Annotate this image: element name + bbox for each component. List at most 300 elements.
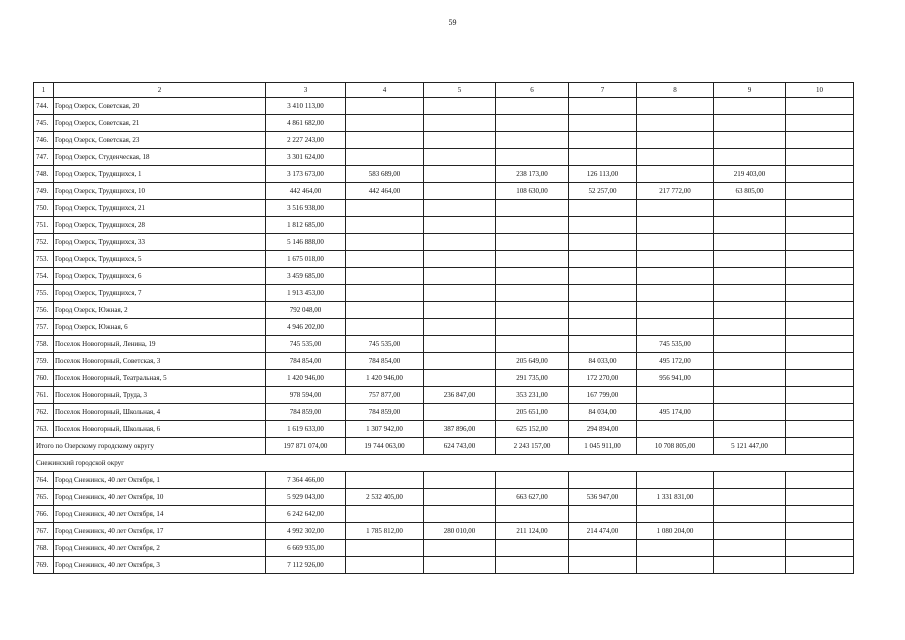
table-cell [424, 506, 496, 523]
table-cell [496, 200, 569, 217]
table-cell [569, 302, 637, 319]
table-cell [786, 98, 854, 115]
data-table [33, 82, 854, 574]
table-cell: Поселок Новогорный, Труда, 3 [54, 387, 266, 404]
table-row [34, 540, 854, 557]
table-cell [714, 217, 786, 234]
table-cell: 3 173 673,00 [266, 166, 346, 183]
table-cell [424, 302, 496, 319]
table-cell: 624 743,00 [424, 438, 496, 455]
table-cell [569, 234, 637, 251]
table-cell: 217 772,00 [637, 183, 714, 200]
table-row [34, 285, 854, 302]
table-cell: Город Озерск, Трудящихся, 28 [54, 217, 266, 234]
table-cell [346, 132, 424, 149]
table-cell [569, 319, 637, 336]
table-cell [714, 251, 786, 268]
section-title: Снежинский городской округ [34, 455, 854, 472]
table-cell: 759. [34, 353, 54, 370]
table-cell [786, 132, 854, 149]
table-cell: 3 301 624,00 [266, 149, 346, 166]
table-cell [786, 353, 854, 370]
table-cell [496, 149, 569, 166]
table-row [34, 234, 854, 251]
table-cell [786, 319, 854, 336]
table-cell [569, 336, 637, 353]
table-cell: 1 812 685,00 [266, 217, 346, 234]
table-cell [637, 302, 714, 319]
table-cell [496, 115, 569, 132]
table-row [34, 200, 854, 217]
table-cell: Город Озерск, Трудящихся, 33 [54, 234, 266, 251]
table-row [34, 506, 854, 523]
table-row [34, 387, 854, 404]
table-cell [346, 217, 424, 234]
table-cell: 747. [34, 149, 54, 166]
table-cell [346, 115, 424, 132]
table-cell [496, 472, 569, 489]
table-cell: 1 080 204,00 [637, 523, 714, 540]
table-cell [786, 506, 854, 523]
table-cell [714, 353, 786, 370]
table-cell: 4 992 302,00 [266, 523, 346, 540]
column-header: 5 [424, 83, 496, 98]
table-cell: 2 532 405,00 [346, 489, 424, 506]
table-cell [714, 234, 786, 251]
table-row [34, 217, 854, 234]
table-cell: 387 896,00 [424, 421, 496, 438]
table-cell [424, 540, 496, 557]
table-cell: 167 799,00 [569, 387, 637, 404]
table-cell [496, 234, 569, 251]
table-cell [569, 251, 637, 268]
table-cell [346, 251, 424, 268]
table-cell [424, 268, 496, 285]
table-cell [496, 98, 569, 115]
table-cell [424, 234, 496, 251]
table-cell [786, 438, 854, 455]
table-cell: 197 871 074,00 [266, 438, 346, 455]
table-cell [424, 489, 496, 506]
table-row [34, 404, 854, 421]
table-cell [424, 149, 496, 166]
table-cell [714, 421, 786, 438]
table-cell [786, 149, 854, 166]
table-cell: Город Озерск, Советская, 23 [54, 132, 266, 149]
table-cell: 6 242 642,00 [266, 506, 346, 523]
table-cell: 52 257,00 [569, 183, 637, 200]
table-cell: 769. [34, 557, 54, 574]
table-cell [346, 506, 424, 523]
table-cell [637, 387, 714, 404]
table-cell [714, 285, 786, 302]
table-cell: 752. [34, 234, 54, 251]
column-header: 8 [637, 83, 714, 98]
table-cell: Город Снежинск, 40 лет Октября, 17 [54, 523, 266, 540]
table-cell: 2 243 157,00 [496, 438, 569, 455]
table-cell [714, 489, 786, 506]
table-cell [714, 387, 786, 404]
table-cell [714, 472, 786, 489]
table-cell [569, 285, 637, 302]
table-cell [637, 557, 714, 574]
table-cell [714, 336, 786, 353]
table-cell: 236 847,00 [424, 387, 496, 404]
table-cell [424, 285, 496, 302]
table-cell [786, 336, 854, 353]
column-header: 3 [266, 83, 346, 98]
table-cell: 108 630,00 [496, 183, 569, 200]
table-cell [424, 217, 496, 234]
table-cell: 761. [34, 387, 54, 404]
column-header: 4 [346, 83, 424, 98]
table-cell: 1 331 831,00 [637, 489, 714, 506]
table-row [34, 489, 854, 506]
table-row [34, 98, 854, 115]
table-cell [786, 421, 854, 438]
table-row [34, 251, 854, 268]
table-cell: 745 535,00 [346, 336, 424, 353]
table-cell [637, 251, 714, 268]
table-cell [424, 98, 496, 115]
table-cell: 495 174,00 [637, 404, 714, 421]
table-cell: 767. [34, 523, 54, 540]
table-cell [786, 302, 854, 319]
table-row [34, 421, 854, 438]
table-cell [714, 149, 786, 166]
table-cell: Город Озерск, Трудящихся, 7 [54, 285, 266, 302]
table-cell [637, 421, 714, 438]
table-cell: 63 805,00 [714, 183, 786, 200]
table-cell: Поселок Новогорный, Театральная, 5 [54, 370, 266, 387]
table-cell: 1 420 946,00 [266, 370, 346, 387]
table-cell: Поселок Новогорный, Советская, 3 [54, 353, 266, 370]
table-cell: Город Снежинск, 40 лет Октября, 10 [54, 489, 266, 506]
table-cell [637, 149, 714, 166]
table-cell: 219 403,00 [714, 166, 786, 183]
table-cell [569, 132, 637, 149]
table-cell: 768. [34, 540, 54, 557]
table-cell: 760. [34, 370, 54, 387]
table-cell: 753. [34, 251, 54, 268]
table-cell: 756. [34, 302, 54, 319]
table-cell [786, 234, 854, 251]
table-row [34, 319, 854, 336]
table-cell: 1 785 812,00 [346, 523, 424, 540]
table-cell: 757. [34, 319, 54, 336]
table-cell: 757 877,00 [346, 387, 424, 404]
table-cell: Город Снежинск, 40 лет Октября, 1 [54, 472, 266, 489]
table-cell: 745 535,00 [266, 336, 346, 353]
total-row [34, 438, 854, 455]
table-cell: 5 146 888,00 [266, 234, 346, 251]
table-cell: 763. [34, 421, 54, 438]
table-cell [786, 557, 854, 574]
table-row [34, 183, 854, 200]
table-cell [786, 115, 854, 132]
table-cell [424, 370, 496, 387]
table-cell: 758. [34, 336, 54, 353]
table-cell [569, 200, 637, 217]
table-cell [496, 319, 569, 336]
table-cell: Город Озерск, Трудящихся, 6 [54, 268, 266, 285]
table-cell: 764. [34, 472, 54, 489]
table-cell: 750. [34, 200, 54, 217]
table-cell [714, 557, 786, 574]
table-cell [424, 404, 496, 421]
table-cell: 442 464,00 [266, 183, 346, 200]
table-cell [786, 489, 854, 506]
table-cell [714, 370, 786, 387]
table-cell [714, 268, 786, 285]
table-cell: 211 124,00 [496, 523, 569, 540]
table-cell [346, 200, 424, 217]
table-cell: 3 410 113,00 [266, 98, 346, 115]
table-cell: Город Озерск, Трудящихся, 10 [54, 183, 266, 200]
table-cell: 1 045 911,00 [569, 438, 637, 455]
table-cell [424, 183, 496, 200]
table-cell: 784 854,00 [346, 353, 424, 370]
table-cell: 754. [34, 268, 54, 285]
table-cell [569, 149, 637, 166]
table-header-row [34, 83, 854, 98]
table-cell [714, 132, 786, 149]
table-cell [346, 302, 424, 319]
table-row [34, 149, 854, 166]
table-cell: 748. [34, 166, 54, 183]
table-cell [786, 523, 854, 540]
table-cell: 583 689,00 [346, 166, 424, 183]
table-cell [569, 268, 637, 285]
table-cell [786, 387, 854, 404]
page-number: 59 [448, 18, 457, 27]
table-cell [496, 268, 569, 285]
table-cell: 205 649,00 [496, 353, 569, 370]
table-cell: 238 173,00 [496, 166, 569, 183]
table-cell [424, 336, 496, 353]
table-cell: Город Озерск, Трудящихся, 5 [54, 251, 266, 268]
table-cell: Город Озерск, Студенческая, 18 [54, 149, 266, 166]
table-cell: 744. [34, 98, 54, 115]
table-cell: 6 669 935,00 [266, 540, 346, 557]
table-cell: 766. [34, 506, 54, 523]
table-cell [637, 200, 714, 217]
table-row [34, 336, 854, 353]
table-cell: 19 744 063,00 [346, 438, 424, 455]
table-cell: Город Озерск, Советская, 21 [54, 115, 266, 132]
table-row [34, 370, 854, 387]
table-cell: 978 594,00 [266, 387, 346, 404]
table-cell [496, 506, 569, 523]
table-row [34, 166, 854, 183]
table-cell [346, 285, 424, 302]
table-cell [637, 166, 714, 183]
table-cell [424, 200, 496, 217]
column-header: 9 [714, 83, 786, 98]
table-cell [569, 472, 637, 489]
table-row [34, 268, 854, 285]
table-cell: 1 307 942,00 [346, 421, 424, 438]
table-cell [637, 217, 714, 234]
table-cell: 784 854,00 [266, 353, 346, 370]
table-cell: Поселок Новогорный, Школьная, 4 [54, 404, 266, 421]
table-cell: 205 651,00 [496, 404, 569, 421]
table-cell [786, 251, 854, 268]
table-cell [714, 540, 786, 557]
table-cell: 5 929 043,00 [266, 489, 346, 506]
table-cell [786, 285, 854, 302]
table-cell: 495 172,00 [637, 353, 714, 370]
table-cell: 214 474,00 [569, 523, 637, 540]
table-cell: Город Озерск, Южная, 2 [54, 302, 266, 319]
column-header: 2 [54, 83, 266, 98]
table-cell: 1 675 018,00 [266, 251, 346, 268]
table-cell [569, 506, 637, 523]
table-cell [569, 540, 637, 557]
table-cell: 84 034,00 [569, 404, 637, 421]
table-cell [637, 98, 714, 115]
table-cell: 3 459 685,00 [266, 268, 346, 285]
section-row [34, 455, 854, 472]
table-cell: Город Озерск, Южная, 6 [54, 319, 266, 336]
table-cell: 10 708 805,00 [637, 438, 714, 455]
table-cell: 1 420 946,00 [346, 370, 424, 387]
table-cell: 751. [34, 217, 54, 234]
table-cell: Город Снежинск, 40 лет Октября, 14 [54, 506, 266, 523]
table-cell [786, 370, 854, 387]
table-cell [786, 166, 854, 183]
table-cell [786, 200, 854, 217]
table-cell [714, 302, 786, 319]
table-cell: 2 227 243,00 [266, 132, 346, 149]
table-row [34, 523, 854, 540]
table-cell [714, 506, 786, 523]
table-cell [496, 302, 569, 319]
table-cell [714, 319, 786, 336]
table-cell [569, 557, 637, 574]
table-cell: 4 946 202,00 [266, 319, 346, 336]
table-cell: 353 231,00 [496, 387, 569, 404]
table-cell [637, 319, 714, 336]
table-cell [637, 472, 714, 489]
table-cell [637, 115, 714, 132]
table-cell [346, 98, 424, 115]
table-row [34, 132, 854, 149]
table-cell: 3 516 938,00 [266, 200, 346, 217]
table-cell: 792 048,00 [266, 302, 346, 319]
table-cell [569, 98, 637, 115]
table-cell [786, 540, 854, 557]
total-label: Итого по Озерскому городскому округу [34, 438, 266, 455]
table-cell [714, 523, 786, 540]
table-cell [637, 132, 714, 149]
table-cell [637, 285, 714, 302]
table-cell: Город Снежинск, 40 лет Октября, 3 [54, 557, 266, 574]
table-cell: 126 113,00 [569, 166, 637, 183]
table-row [34, 557, 854, 574]
table-cell: 7 112 926,00 [266, 557, 346, 574]
table-cell [714, 98, 786, 115]
table-cell: 294 894,00 [569, 421, 637, 438]
table-cell [424, 115, 496, 132]
table-cell [346, 234, 424, 251]
table-cell [496, 285, 569, 302]
table-cell [786, 268, 854, 285]
table-cell [346, 540, 424, 557]
table-cell: 784 859,00 [266, 404, 346, 421]
table-cell: Город Озерск, Трудящихся, 21 [54, 200, 266, 217]
table-cell [424, 166, 496, 183]
table-cell: 745. [34, 115, 54, 132]
table-cell: 536 947,00 [569, 489, 637, 506]
table-cell [346, 472, 424, 489]
table-cell [346, 319, 424, 336]
table-cell: 1 913 453,00 [266, 285, 346, 302]
table-cell: 745 535,00 [637, 336, 714, 353]
table-cell [496, 217, 569, 234]
table-cell: 172 270,00 [569, 370, 637, 387]
table-cell: 442 464,00 [346, 183, 424, 200]
table-cell: 784 859,00 [346, 404, 424, 421]
table-cell [496, 251, 569, 268]
table-cell [496, 557, 569, 574]
table-cell: 1 619 633,00 [266, 421, 346, 438]
table-cell: 755. [34, 285, 54, 302]
table-cell [786, 217, 854, 234]
table-cell [786, 472, 854, 489]
table-cell [496, 336, 569, 353]
column-header: 7 [569, 83, 637, 98]
table-row [34, 302, 854, 319]
table-cell [714, 115, 786, 132]
table-cell: 291 735,00 [496, 370, 569, 387]
table-cell: 625 152,00 [496, 421, 569, 438]
table-cell [637, 540, 714, 557]
table-cell: 765. [34, 489, 54, 506]
table-cell: 956 941,00 [637, 370, 714, 387]
table-cell [424, 353, 496, 370]
table-cell [346, 149, 424, 166]
table-cell: 746. [34, 132, 54, 149]
table-cell [786, 404, 854, 421]
table-cell: Поселок Новогорный, Школьная, 6 [54, 421, 266, 438]
table-cell: 280 010,00 [424, 523, 496, 540]
table-cell [424, 472, 496, 489]
table-cell [637, 506, 714, 523]
table-cell: 762. [34, 404, 54, 421]
table-cell [569, 217, 637, 234]
table-cell [637, 268, 714, 285]
column-header: 10 [786, 83, 854, 98]
table-row [34, 115, 854, 132]
table-cell: Город Озерск, Советская, 20 [54, 98, 266, 115]
table-cell [346, 268, 424, 285]
table-cell [424, 557, 496, 574]
table-cell [786, 183, 854, 200]
table-cell: 663 627,00 [496, 489, 569, 506]
table-cell: 5 121 447,00 [714, 438, 786, 455]
table-cell: 84 033,00 [569, 353, 637, 370]
table-row [34, 472, 854, 489]
column-header: 1 [34, 83, 54, 98]
table-cell [346, 557, 424, 574]
column-header: 6 [496, 83, 569, 98]
table-cell [714, 200, 786, 217]
table-cell [569, 115, 637, 132]
table-cell: Город Снежинск, 40 лет Октября, 2 [54, 540, 266, 557]
table-cell [714, 404, 786, 421]
table-cell: Город Озерск, Трудящихся, 1 [54, 166, 266, 183]
